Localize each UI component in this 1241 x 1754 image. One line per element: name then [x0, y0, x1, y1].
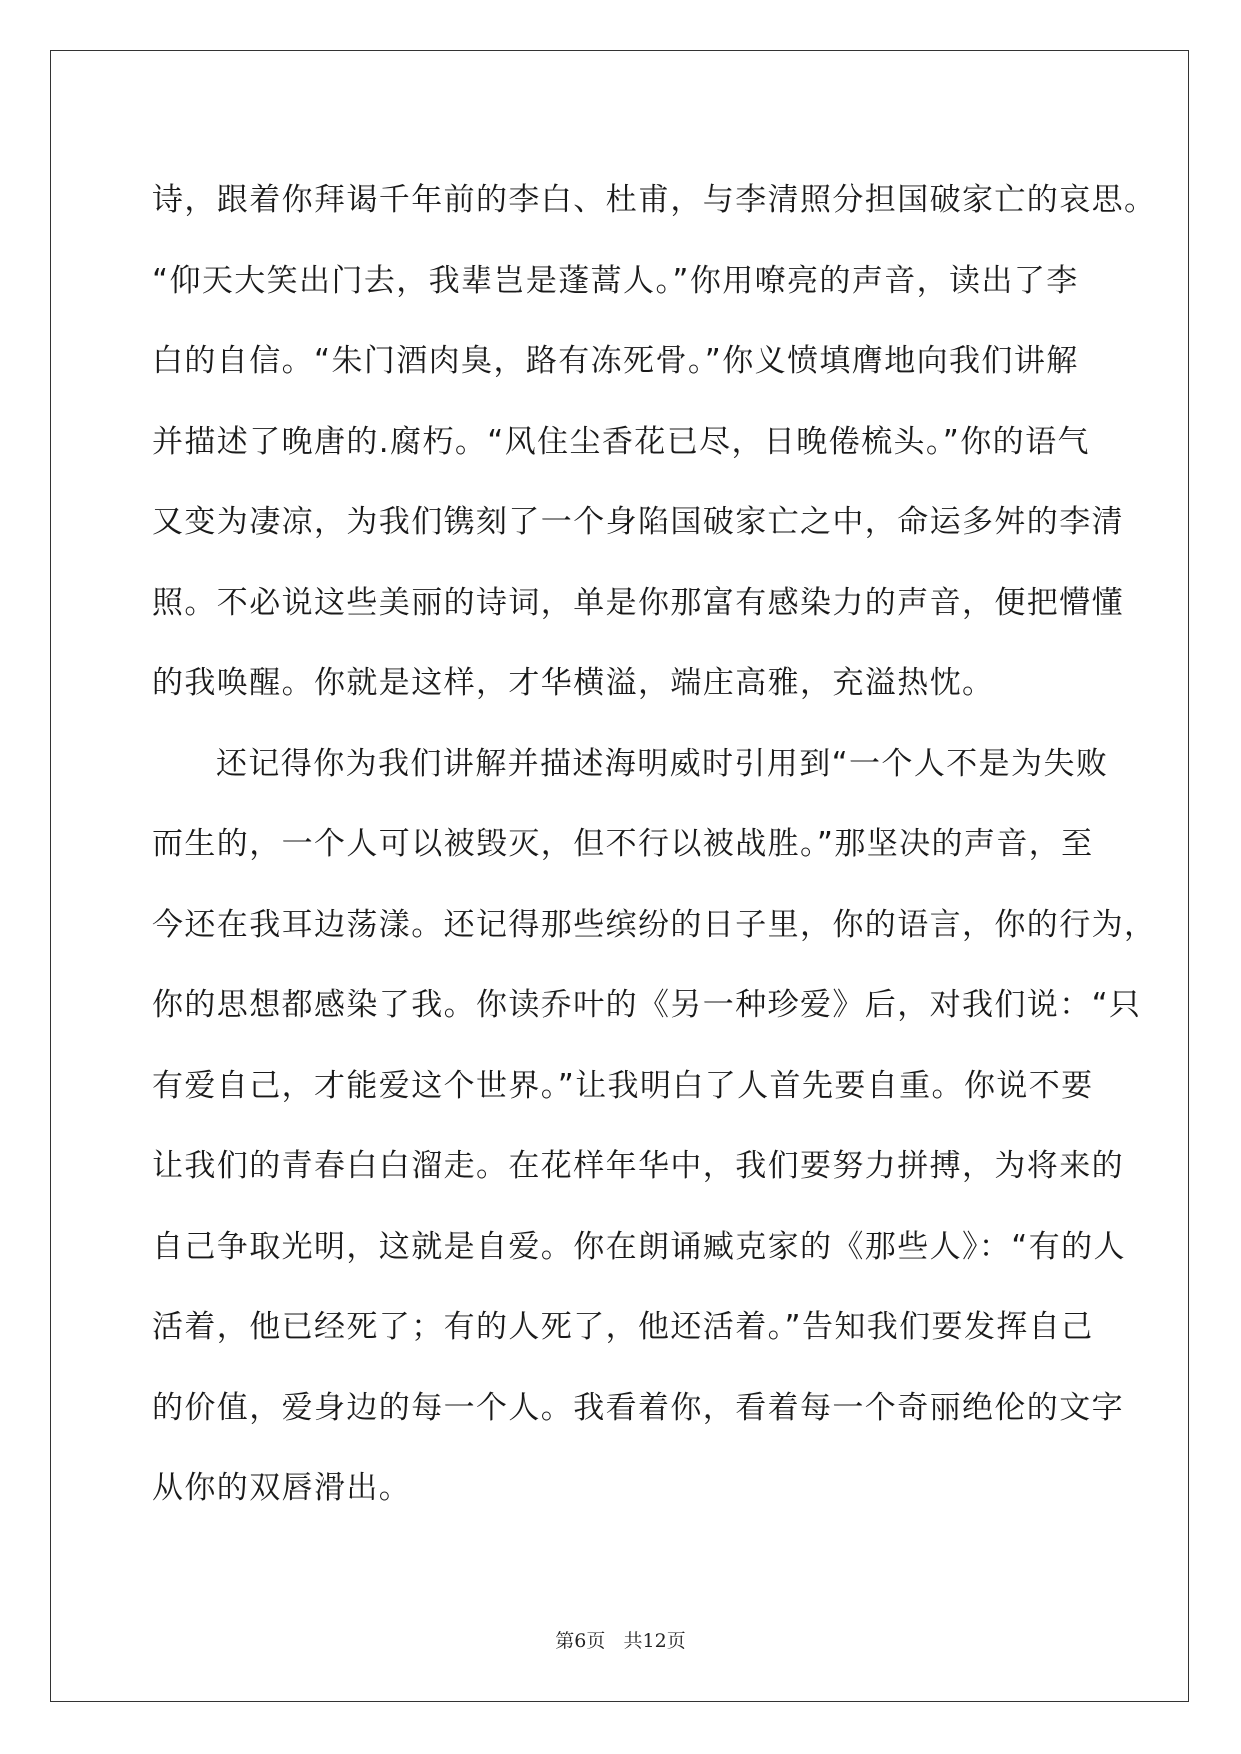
- text-line: 让我们的青春白白溜走。在花样年华中，我们要努力拼搏，为将来的: [152, 1148, 1124, 1184]
- text-line: 活着，他已经死了；有的人死了，他还活着。”告知我们要发挥自己: [152, 1309, 1094, 1345]
- text-line: 又变为凄凉，为我们镌刻了一个身陷国破家亡之中，命运多舛的李清: [152, 504, 1124, 540]
- text-line: 照。不必说这些美丽的诗词，单是你那富有感染力的声音，便把懵懂: [152, 584, 1124, 621]
- text-line: 而生的，一个人可以被毁灭，但不行以被战胜。”那坚决的声音，至: [152, 826, 1094, 862]
- text-line: 自己争取光明，这就是自爱。你在朗诵臧克家的《那些人》：“有的人: [152, 1228, 1126, 1265]
- page-total: 共12页: [623, 1630, 686, 1652]
- text-line: 你的思想都感染了我。你读乔叶的《另一种珍爱》后，对我们说：“只: [152, 987, 1142, 1023]
- text-line: 白的自信。“朱门酒肉臭，路有冻死骨。”你义愤填膺地向我们讲解: [152, 343, 1079, 379]
- text-line: “仰天大笑出门去，我辈岂是蓬蒿人。”你用嘹亮的声音，读出了李: [152, 262, 1079, 299]
- document-body: [152, 160, 1157, 1529]
- text-line: 今还在我耳边荡漾。还记得那些缤纷的日子里，你的语言，你的行为，: [152, 906, 1157, 943]
- text-line: 有爱自己，才能爱这个世界。”让我明白了人首先要自重。你说不要: [152, 1067, 1094, 1104]
- page-number: 第6页: [555, 1630, 606, 1652]
- text-line: 的价值，爱身边的每一个人。我看着你，看着每一个奇丽绝伦的文字: [152, 1389, 1124, 1426]
- text-line: 诗，跟着你拜谒千年前的李白、杜甫，与李清照分担国破家亡的哀思。: [152, 182, 1157, 218]
- text-line: 并描述了晚唐的.腐朽。“风住尘香花已尽，日晚倦梳头。”你的语气: [152, 423, 1090, 460]
- paragraph-first-line: 还记得你为我们讲解并描述海明威时引用到“一个人不是为失败: [216, 745, 1109, 782]
- text-line: 从你的双唇滑出。: [152, 1470, 412, 1506]
- text-line: 的我唤醒。你就是这样，才华横溢，端庄高雅，充溢热忱。: [152, 665, 995, 701]
- page-footer: [0, 1626, 1241, 1653]
